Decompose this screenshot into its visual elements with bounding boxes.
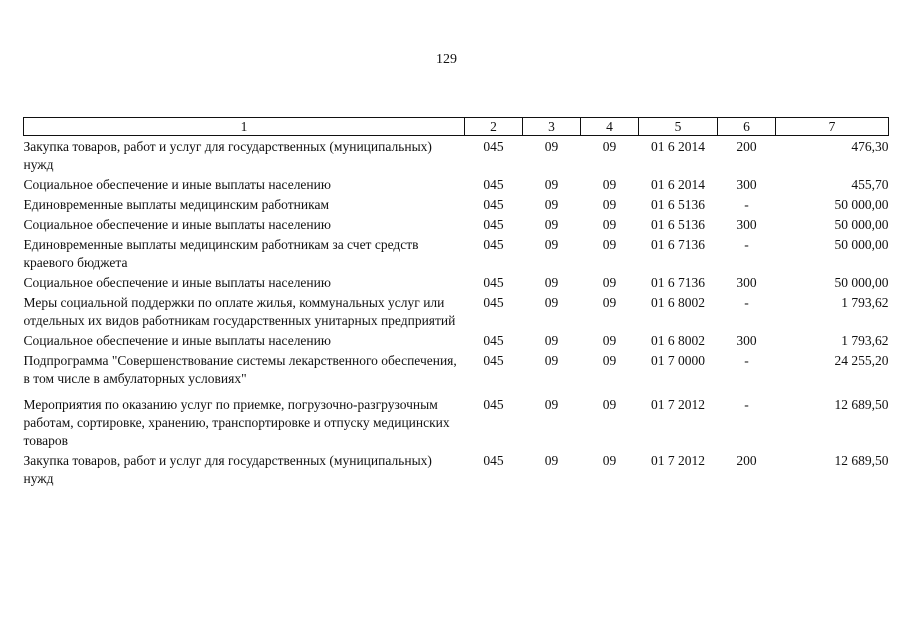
row-c7: 50 000,00 (834, 237, 889, 252)
row-c3: 09 (544, 397, 559, 412)
row-c2: 045 (483, 397, 504, 412)
row-c4: 09 (602, 177, 617, 192)
row-c5: 01 7 2012 (651, 397, 705, 412)
row-c2: 045 (483, 353, 504, 368)
row-name: Закупка товаров, работ и услуг для государственных (муниципальных) нужд (23, 453, 432, 486)
row-c4: 09 (602, 139, 617, 154)
row-name: Социальное обеспечение и иные выплаты населению (23, 333, 331, 348)
row-c2: 045 (483, 217, 504, 232)
column-header-1: 1 (24, 118, 465, 136)
row-c3: 09 (544, 217, 559, 232)
row-c5: 01 6 5136 (651, 217, 705, 232)
row-c6: - (744, 197, 749, 212)
row-c6: - (744, 397, 749, 412)
column-header-6: 6 (718, 118, 776, 136)
column-header-3: 3 (523, 118, 581, 136)
row-c5: 01 6 8002 (651, 333, 705, 348)
row-name: Социальное обеспечение и иные выплаты населению (23, 275, 331, 290)
column-header-4: 4 (581, 118, 639, 136)
budget-table (23, 117, 889, 488)
table-row (24, 388, 889, 450)
row-c7: 12 689,50 (834, 453, 889, 468)
row-c5: 01 7 0000 (651, 353, 705, 368)
row-c7: 50 000,00 (834, 217, 889, 232)
row-c3: 09 (544, 177, 559, 192)
row-c3: 09 (544, 333, 559, 348)
table-row (24, 350, 889, 388)
row-name: Мероприятия по оказанию услуг по приемке, погрузочно-разгрузочным работам, сортировке, хранению, транспортировке и отпуску медицинских товаров (23, 397, 450, 448)
row-c6: 200 (736, 453, 757, 468)
row-name: Единовременные выплаты медицинским работникам (23, 197, 329, 212)
row-c5: 01 6 5136 (651, 197, 705, 212)
row-c2: 045 (483, 197, 504, 212)
row-c2: 045 (483, 177, 504, 192)
row-c6: - (744, 237, 749, 252)
table-row (24, 214, 889, 234)
row-c2: 045 (483, 333, 504, 348)
row-c4: 09 (602, 275, 617, 290)
row-c4: 09 (602, 197, 617, 212)
table-row (24, 330, 889, 350)
row-c7: 50 000,00 (834, 197, 889, 212)
row-c4: 09 (602, 353, 617, 368)
row-c6: - (744, 295, 749, 310)
column-header-5: 5 (639, 118, 718, 136)
row-c5: 01 6 2014 (651, 177, 705, 192)
row-name: Социальное обеспечение и иные выплаты населению (23, 177, 331, 192)
row-c3: 09 (544, 139, 559, 154)
row-c3: 09 (544, 275, 559, 290)
table-row (24, 136, 889, 175)
row-c7: 1 793,62 (841, 295, 889, 310)
row-c4: 09 (602, 333, 617, 348)
table-row (24, 292, 889, 330)
row-c2: 045 (483, 295, 504, 310)
row-c2: 045 (483, 237, 504, 252)
row-c7: 1 793,62 (841, 333, 889, 348)
row-name: Закупка товаров, работ и услуг для государственных (муниципальных) нужд (23, 139, 432, 172)
row-c5: 01 6 7136 (651, 237, 705, 252)
row-c5: 01 7 2012 (651, 453, 705, 468)
table-row (24, 272, 889, 292)
row-c4: 09 (602, 217, 617, 232)
row-c4: 09 (602, 453, 617, 468)
row-name: Единовременные выплаты медицинским работникам за счет средств краевого бюджета (23, 237, 419, 270)
page-number: 129 (436, 52, 457, 67)
row-c4: 09 (602, 295, 617, 310)
row-c5: 01 6 7136 (651, 275, 705, 290)
row-c2: 045 (483, 139, 504, 154)
row-c6: 300 (736, 177, 757, 192)
row-c5: 01 6 2014 (651, 139, 705, 154)
row-c7: 476,30 (851, 139, 889, 154)
table-row (24, 450, 889, 488)
table-row (24, 174, 889, 194)
table-row (24, 194, 889, 214)
row-c6: 300 (736, 333, 757, 348)
row-c6: 300 (736, 217, 757, 232)
row-c4: 09 (602, 237, 617, 252)
row-c3: 09 (544, 453, 559, 468)
row-c6: 300 (736, 275, 757, 290)
row-c7: 24 255,20 (834, 353, 889, 368)
row-c5: 01 6 8002 (651, 295, 705, 310)
row-c7: 455,70 (851, 177, 889, 192)
row-c7: 50 000,00 (834, 275, 889, 290)
row-c4: 09 (602, 397, 617, 412)
column-header-2: 2 (465, 118, 523, 136)
header-row (24, 118, 889, 136)
row-c3: 09 (544, 197, 559, 212)
row-name: Социальное обеспечение и иные выплаты населению (23, 217, 331, 232)
row-c2: 045 (483, 275, 504, 290)
row-c7: 12 689,50 (834, 397, 889, 412)
row-c3: 09 (544, 237, 559, 252)
table-row (24, 234, 889, 272)
row-c3: 09 (544, 295, 559, 310)
row-c6: 200 (736, 139, 757, 154)
row-name: Меры социальной поддержки по оплате жилья, коммунальных услуг или отдельных их видов работникам государственных унитарных предприятий (23, 295, 456, 328)
row-c2: 045 (483, 453, 504, 468)
column-header-7: 7 (776, 118, 889, 136)
row-c3: 09 (544, 353, 559, 368)
row-name: Подпрограмма "Совершенствование системы лекарственного обеспечения, в том числе в амбулаторных условиях" (23, 353, 457, 386)
row-c6: - (744, 353, 749, 368)
